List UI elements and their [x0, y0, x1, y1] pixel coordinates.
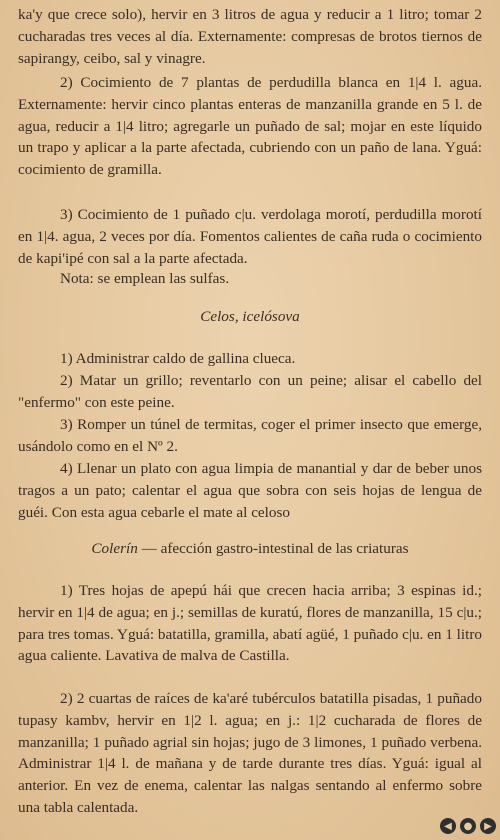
section-heading-colerin	[0, 538, 500, 560]
colerin-item-2: 2) 2 cuartas de raíces de ka'aré tubérculos batatilla pisadas, 1 puñado tupasy kambv, hervir en 1|2 l. agua; en j.: 1|2 cucharada de flores de manzanilla; 1 puñado agrial sin hojas; jugo de 3 limones, 1 puñado verbena. Administrar 1|4 l. de mañana y de tarde durante tres días. Yguá: igual al anterior. En vez de enema, calentar las nalgas sentando al enfermo sobre una tabla calentada.	[18, 690, 482, 816]
section-heading-celos	[0, 306, 500, 328]
heading-celos-text: Celos, icelósova	[200, 308, 300, 325]
celos-item-2: 2) Matar un grillo; reventarlo con un peine; alisar el cabello del "enfermo" con este peine.	[18, 372, 482, 411]
nav-home-icon[interactable]: ●	[460, 818, 476, 834]
celos-item-4: 4) Llenar un plato con agua limpia de manantial y dar de beber unos tragos a un pato; calentar el agua que sobra con seis hojas de lengua de guéi. Con esta agua cebarle el mate al celoso	[18, 460, 482, 521]
nav-prev-icon[interactable]: ◀	[440, 818, 456, 834]
celos-item-3: 3) Romper un túnel de termitas, coger el primer insecto que emerge, usándolo como en el Nº 2.	[18, 416, 482, 455]
nota-paragraph: Nota: se emplean las sulfas.	[60, 270, 230, 287]
paragraph-item-3: 3) Cocimiento de 1 puñado c|u. verdolaga morotí, perdudilla morotí en 1|4. agua, 2 veces por día. Fomentos calientes de caña ruda o cocimiento de kapi'ipé con sal a la parte afectada.	[18, 206, 482, 267]
colerin-item-1: 1) Tres hojas de apepú hái que crecen hacia arriba; 3 espinas id.; hervir en 1|4 de agua; en j.; semillas de kuratú, flores de manzanilla, 15 c|u.; para tres tomas. Yguá: batatilla, gramilla, abatí agüé, 1 puñado c|u. en 1 litro agua caliente. Lavativa de malva de Castilla.	[18, 582, 482, 665]
heading-colerin-title: Colerín	[91, 540, 138, 557]
page-navigation	[440, 818, 496, 834]
heading-colerin-subtitle: — afección gastro-intestinal de las criaturas	[137, 540, 409, 557]
celos-item-1: 1) Administrar caldo de gallina clueca.	[60, 350, 296, 367]
paragraph-continuation: ka'y que crece solo), hervir en 3 litros de agua y reducir a 1 litro; tomar 2 cucharadas tres veces al día. Externamente: compresas de brotos tiernos de sapirangy, ceibo, sal y vinagre.	[18, 6, 482, 67]
nav-next-icon[interactable]: ▶	[480, 818, 496, 834]
paragraph-item-2: 2) Cocimiento de 7 plantas de perdudilla blanca en 1|4 l. agua. Externamente: hervir cinco plantas enteras de manzanilla grande en 5 l. de agua, reducir a 1|4 litro; agregarle un puñado de sal; mojar en este líquido un trapo y aplicar a la parte afectada, cubriendo con un paño de lana. Yguá: cocimiento de gramilla.	[18, 74, 482, 179]
